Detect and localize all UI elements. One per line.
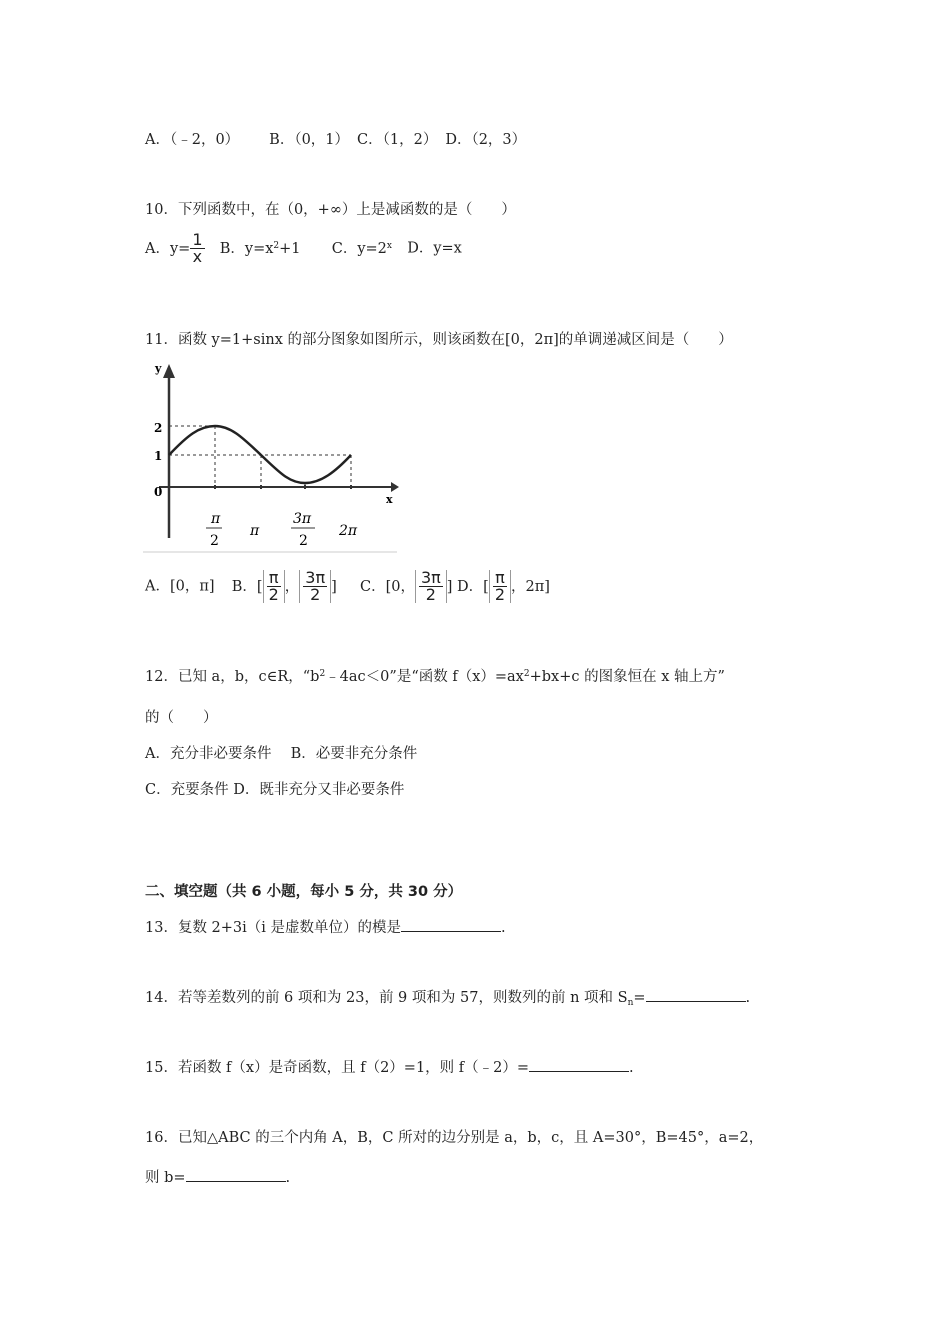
x-tick-label-den: 2	[210, 533, 219, 549]
q10-options	[145, 232, 462, 265]
q10-option-b: B．$y=x^2+1$	[219, 240, 301, 257]
answer-blank[interactable]	[401, 919, 501, 932]
q9-option-c: C．（1，2）	[357, 132, 438, 148]
q10-option-c: C．$y=2^x$	[331, 240, 392, 257]
q14: 14．若等差数列的前 6 项和为 23，前 9 项和为 57，则数列的前 n 项和 $S_n=$ .	[145, 990, 751, 1008]
section-title: 二、填空题（共 6 小题，每小 5 分，共 30 分）	[145, 884, 463, 900]
y-tick-label: 1	[154, 449, 163, 463]
answer-blank[interactable]	[646, 989, 746, 1002]
q11-option-d: D．[ $\frac{\pi}{2}$ ，2π]	[457, 568, 550, 604]
x-tick-label: 2π	[339, 523, 358, 539]
q9-option-a: A．（﹣2，0）	[145, 132, 240, 148]
q11-option-a: A．[0，π]	[145, 578, 215, 595]
q10-option-a: A．y= $\frac{1}{x}$	[145, 230, 203, 266]
y-axis-arrow	[163, 364, 175, 378]
y-tick-label: 2	[154, 421, 163, 435]
q10-option-d: D．y=x	[407, 240, 462, 257]
q16-line2: 则 b= .	[145, 1170, 291, 1186]
x-tick-label-num: π	[211, 511, 221, 527]
q11-option-b: B．[ $\frac{\pi}{2}$ ， $\frac{3\pi}{2}$ ]	[231, 568, 337, 604]
q11-option-c: C．[0， $\frac{3\pi}{2}$ ]	[359, 568, 453, 604]
x-axis-label: x	[386, 493, 393, 506]
x-axis-arrow	[391, 482, 399, 492]
q10-option-a-fraction: $\frac{1}{x}$	[192, 230, 203, 266]
q10-stem: 10．下列函数中，在（0，+∞）上是减函数的是（ ）	[145, 202, 516, 218]
answer-blank[interactable]	[186, 1169, 286, 1182]
q12-stem: 12．已知 a，b，c∈R，“$b^2﹣4ac<0$”是“函数 $f(x)=ax^2+bx+c$ 的图象恒在 x 轴上方”	[145, 669, 725, 685]
q11-sine-graph	[143, 358, 399, 554]
q9-option-b: B．（0，1）	[269, 132, 350, 148]
q12-options-ab: A．充分非必要条件 B．必要非充分条件	[145, 746, 418, 762]
q15: 15．若函数 f（x）是奇函数，且 f（2）=1，则 f（﹣2）= .	[145, 1060, 634, 1076]
q16-line1: 16．已知△ABC 的三个内角 A，B，C 所对的边分别是 a，b，c，且 A=30°，B=45°，a=2，	[145, 1130, 764, 1146]
x-tick-label-den: 2	[299, 533, 308, 549]
q9-option-d: D．（2，3）	[445, 132, 527, 148]
q12-stem-line2: 的（ ）	[145, 710, 218, 726]
x-tick-label: π	[250, 523, 260, 539]
q12-options-cd: C．充要条件 D．既非充分又非必要条件	[145, 782, 405, 798]
x-tick-label-num: 3π	[293, 511, 312, 527]
q9-options	[145, 128, 526, 149]
q11-stem: 11．函数 y=1+sinx 的部分图象如图所示，则该函数在[0，2π]的单调递减区间是（ ）	[145, 332, 733, 348]
q13: 13．复数 2+3i（i 是虚数单位）的模是 .	[145, 920, 506, 936]
q11-options	[145, 570, 550, 603]
y-axis-label: y	[155, 362, 162, 375]
answer-blank[interactable]	[529, 1059, 629, 1072]
y-tick-label: 0	[154, 485, 163, 499]
sine-curve	[169, 426, 351, 483]
